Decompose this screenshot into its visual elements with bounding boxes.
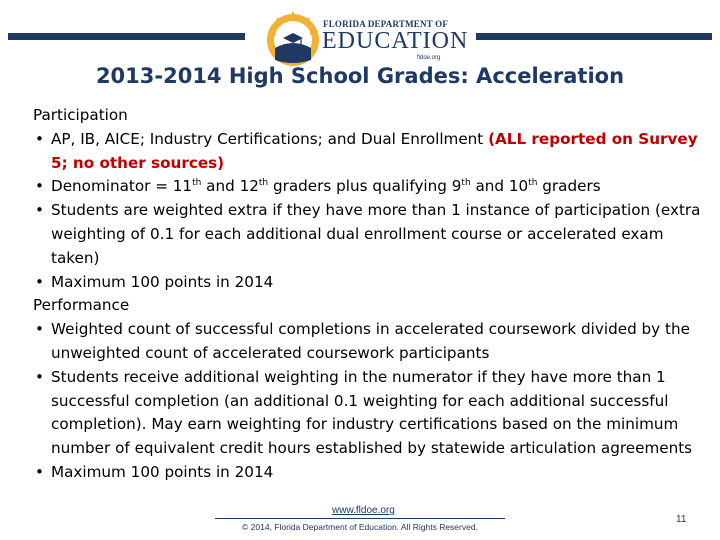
bullet-text: and 12 xyxy=(201,177,259,196)
list-item xyxy=(33,271,715,295)
header-bar-right xyxy=(476,33,712,40)
fldoe-website-link[interactable]: www.fldoe.org xyxy=(332,505,395,516)
bullet-text: Students are weighted extra if they have more than 1 instance of participation (extra weighting of 0.1 for each additional dual enrollment course or accelerated exam taken) xyxy=(51,201,701,267)
bullet-text: Maximum 100 points in 2014 xyxy=(51,272,274,291)
bullet-icon: • xyxy=(35,462,44,481)
bullet-icon: • xyxy=(35,129,44,148)
highlight-text: (ALL reported on Survey 5; no other sources) xyxy=(51,129,698,172)
bullet-text: Denominator = 11 xyxy=(51,177,193,196)
slide-title: 2013-2014 High School Grades: Acceleration xyxy=(95,64,625,88)
sun-emblem-icon xyxy=(265,8,321,68)
bullet-text: graders plus qualifying 9 xyxy=(268,177,462,196)
bullet-icon: • xyxy=(35,320,44,339)
bullet-icon: • xyxy=(35,367,44,386)
header-bar-left xyxy=(8,33,245,40)
ordinal-suffix: th xyxy=(192,178,202,189)
bullet-text: and 10 xyxy=(470,177,529,196)
bullet-icon: • xyxy=(35,177,44,196)
bullet-icon: • xyxy=(35,201,44,220)
bullet-text: Weighted count of successful completions in accelerated coursework divided by the unweighted count of accelerated coursework participants xyxy=(51,320,690,362)
slide-body xyxy=(33,104,715,485)
performance-heading: Performance xyxy=(33,296,130,315)
ordinal-suffix: th xyxy=(528,178,538,189)
fldoe-logo xyxy=(265,8,469,70)
list-item xyxy=(33,366,715,461)
logo-wordmark: EDUCATION xyxy=(322,28,469,54)
list-item xyxy=(33,318,715,366)
logo-url: fldoe.org xyxy=(417,55,441,61)
list-item xyxy=(33,128,715,176)
page-number: 11 xyxy=(676,514,687,525)
bullet-text: graders xyxy=(537,177,601,196)
logo-subtitle: FLORIDA DEPARTMENT OF xyxy=(323,19,449,29)
list-item xyxy=(33,199,715,270)
participation-heading: Participation xyxy=(33,106,128,124)
list-item xyxy=(33,175,715,199)
ordinal-suffix: th xyxy=(258,178,269,189)
bullet-text: Students receive additional weighting in the numerator if they have more than 1 successful completion (an additional 0.1 weighting for each additional successful completion). May earn weighting for industry certifications based on the minimum number of equivalent credit hours established by statewide articulation agreements xyxy=(51,367,693,458)
ordinal-suffix: th xyxy=(461,178,471,189)
bullet-text: AP, IB, AICE; Industry Certifications; and Dual Enrollment xyxy=(51,129,489,148)
list-item xyxy=(33,461,715,485)
bullet-icon: • xyxy=(35,272,44,291)
footer-divider xyxy=(215,518,505,519)
performance-list xyxy=(33,318,715,485)
bullet-text: Maximum 100 points in 2014 xyxy=(51,462,274,481)
participation-list xyxy=(33,128,715,295)
copyright-text: © 2014, Florida Department of Education. All Rights Reserved. xyxy=(242,522,478,532)
